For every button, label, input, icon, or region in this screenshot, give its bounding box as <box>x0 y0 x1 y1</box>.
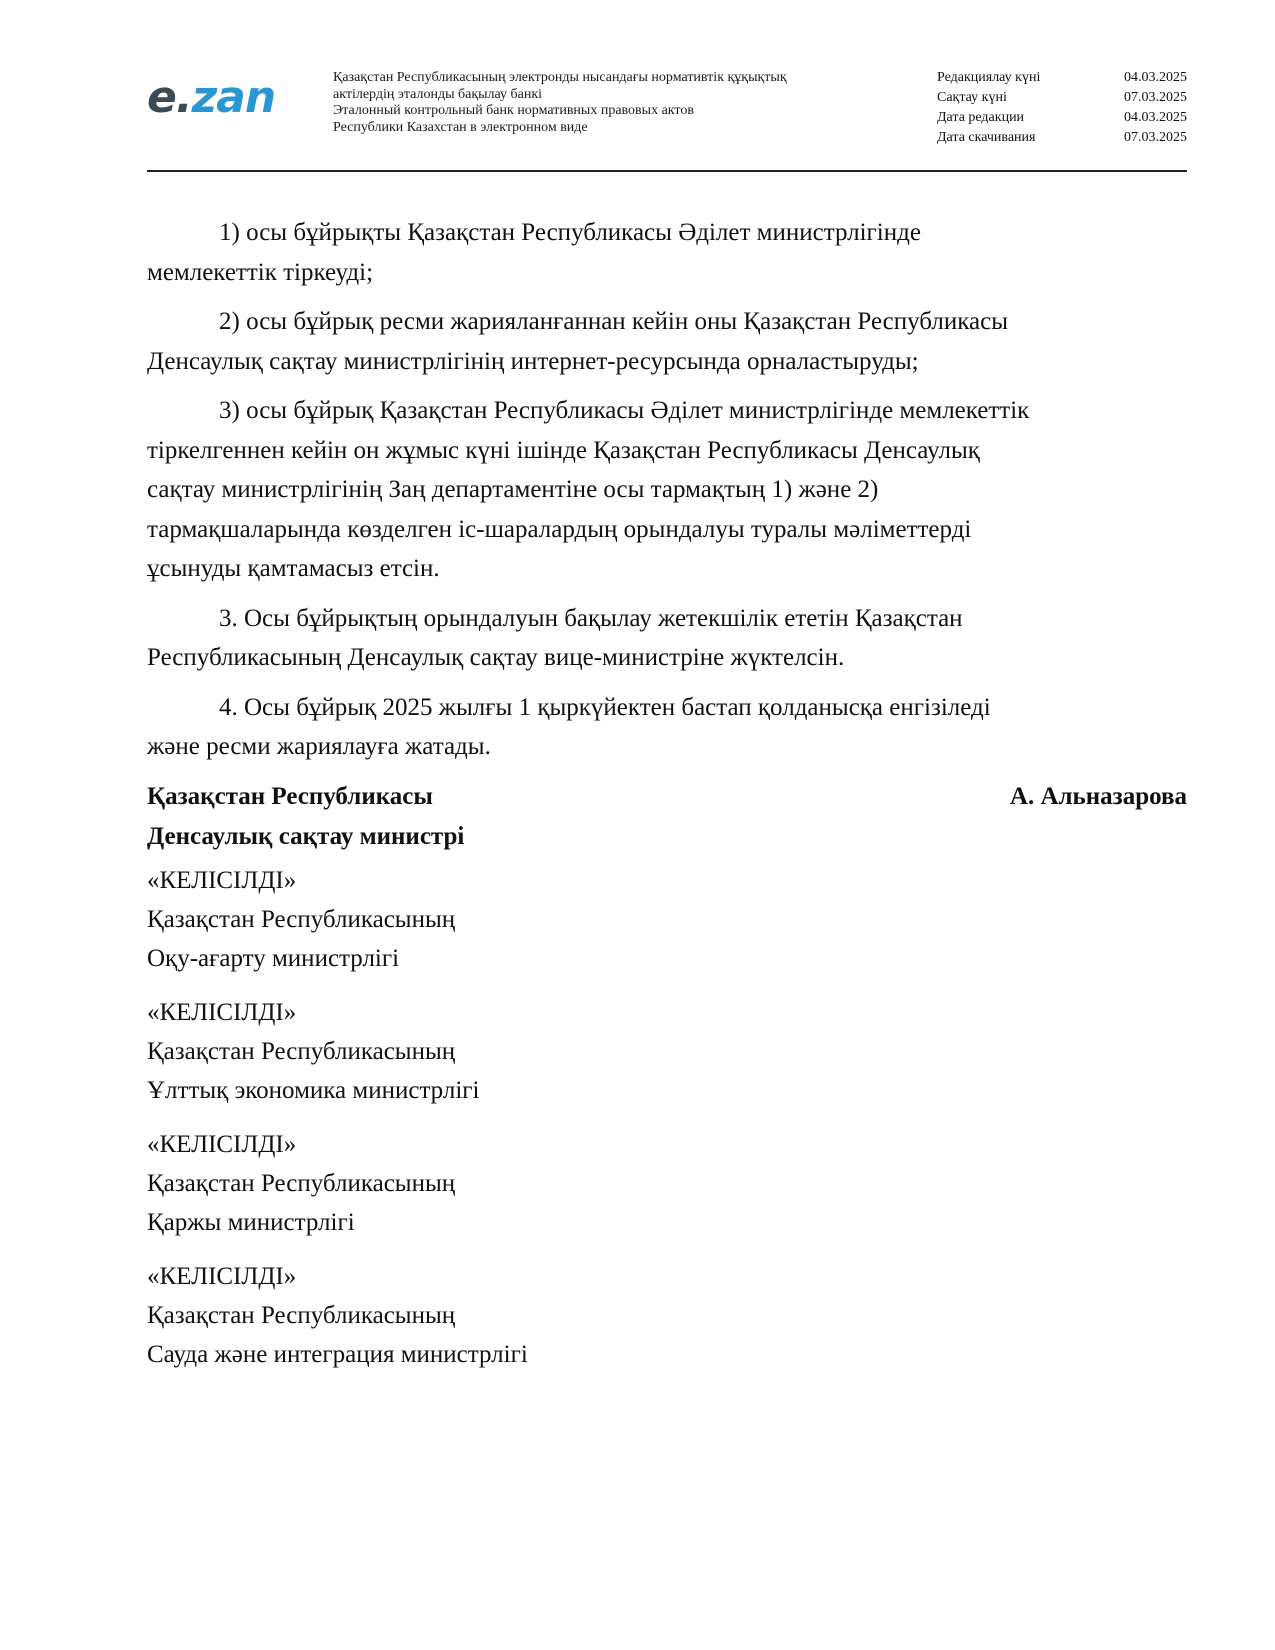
header-divider <box>147 170 1187 172</box>
paragraph <box>147 213 1187 292</box>
paragraph-line: тіркелгеннен кейін он жұмыс күні ішінде Қазақстан Республикасы Денсаулық <box>147 436 980 464</box>
document-header <box>147 62 1187 172</box>
header-description <box>333 70 893 136</box>
paragraph-line: 3. Осы бұйрықтың орындалуын бақылау жетекшілік ететін Қазақстан <box>219 604 963 632</box>
paragraph <box>147 302 1187 381</box>
header-description-line: Эталонный контрольный банк нормативных правовых актов <box>333 103 694 118</box>
approval-line: Қазақстан Республикасының <box>147 1169 456 1197</box>
signatory-position: Денсаулық сақтау министрі <box>147 822 465 850</box>
meta-row <box>937 128 1187 148</box>
header-description-line: Қазақстан Республикасының электронды нысандағы нормативтік құқықтық <box>333 70 787 85</box>
meta-row <box>937 108 1187 128</box>
header-meta-table <box>937 68 1187 148</box>
signature-block <box>147 777 1187 857</box>
paragraph-line: Республикасының Денсаулық сақтау вице-министріне жүктелсін. <box>147 644 845 671</box>
paragraph-line: 1) осы бұйрықты Қазақстан Республикасы Әділет министрлігінде <box>219 219 921 246</box>
approval-block <box>147 861 1187 978</box>
paragraph-line: ұсынуды қамтамасыз етсін. <box>147 555 440 582</box>
header-description-line: Республики Казахстан в электронном виде <box>333 119 588 135</box>
meta-label: Редакциялау күні <box>937 70 1041 85</box>
approval-ministry: Қаржы министрлігі <box>147 1208 355 1236</box>
approval-stamp: «КЕЛІСІЛДІ» <box>147 998 297 1026</box>
approval-block <box>147 1257 1187 1374</box>
meta-label: Сақтау күні <box>937 90 1007 105</box>
approval-line: Қазақстан Республикасының <box>147 1301 456 1329</box>
approval-ministry: Ұлттық экономика министрлігі <box>147 1076 480 1104</box>
signatory-name: А. Альназарова <box>1009 782 1187 810</box>
meta-label: Дата редакции <box>937 110 1025 125</box>
paragraph-line: және ресми жариялауға жатады. <box>147 733 491 760</box>
paragraph <box>147 599 1187 678</box>
paragraph-line: мемлекеттік тіркеуді; <box>147 258 374 286</box>
meta-row <box>937 68 1187 88</box>
approval-line: Қазақстан Республикасының <box>147 1037 456 1065</box>
paragraph <box>147 688 1187 767</box>
approval-ministry: Сауда және интеграция министрлігі <box>147 1340 528 1368</box>
paragraph-line: 4. Осы бұйрық 2025 жылғы 1 қыркүйектен бастап қолданысқа енгізіледі <box>219 693 991 721</box>
meta-value: 04.03.2025 <box>1124 70 1187 85</box>
approval-stamp: «КЕЛІСІЛДІ» <box>147 1130 297 1158</box>
meta-value: 07.03.2025 <box>1124 90 1187 105</box>
paragraph-line: 2) осы бұйрық ресми жарияланғаннан кейін оны Қазақстан Республикасы <box>219 308 1009 335</box>
paragraph-line: Денсаулық сақтау министрлігінің интернет-ресурсында орналастыруды; <box>147 347 919 375</box>
paragraph-line: 3) осы бұйрық Қазақстан Республикасы Әділет министрлігінде мемлекеттік <box>219 397 1030 424</box>
signatory-position: Қазақстан Республикасы <box>147 782 433 810</box>
paragraph <box>147 391 1187 589</box>
ezan-logo: e.zan <box>147 72 276 123</box>
approval-stamp: «КЕЛІСІЛДІ» <box>147 866 297 894</box>
meta-row <box>937 88 1187 108</box>
meta-value: 07.03.2025 <box>1124 130 1187 145</box>
paragraph-line: сақтау министрлігінің Заң департаментіне осы тармақтың 1) және 2) <box>147 476 879 503</box>
approval-block <box>147 993 1187 1110</box>
approval-ministry: Оқу-ағарту министрлігі <box>147 944 400 972</box>
meta-label: Дата скачивания <box>937 130 1036 145</box>
approvals-list <box>147 861 1187 1374</box>
approval-stamp: «КЕЛІСІЛДІ» <box>147 1262 297 1290</box>
meta-value: 04.03.2025 <box>1124 110 1187 125</box>
paragraph-line: тармақшаларында көзделген іс-шаралардың орындалуы туралы мәліметтерді <box>147 515 972 543</box>
approval-block <box>147 1125 1187 1242</box>
document-body <box>147 213 1187 1389</box>
header-description-line: актілердің эталонды бақылау банкі <box>333 86 543 102</box>
approval-line: Қазақстан Республикасының <box>147 905 456 933</box>
